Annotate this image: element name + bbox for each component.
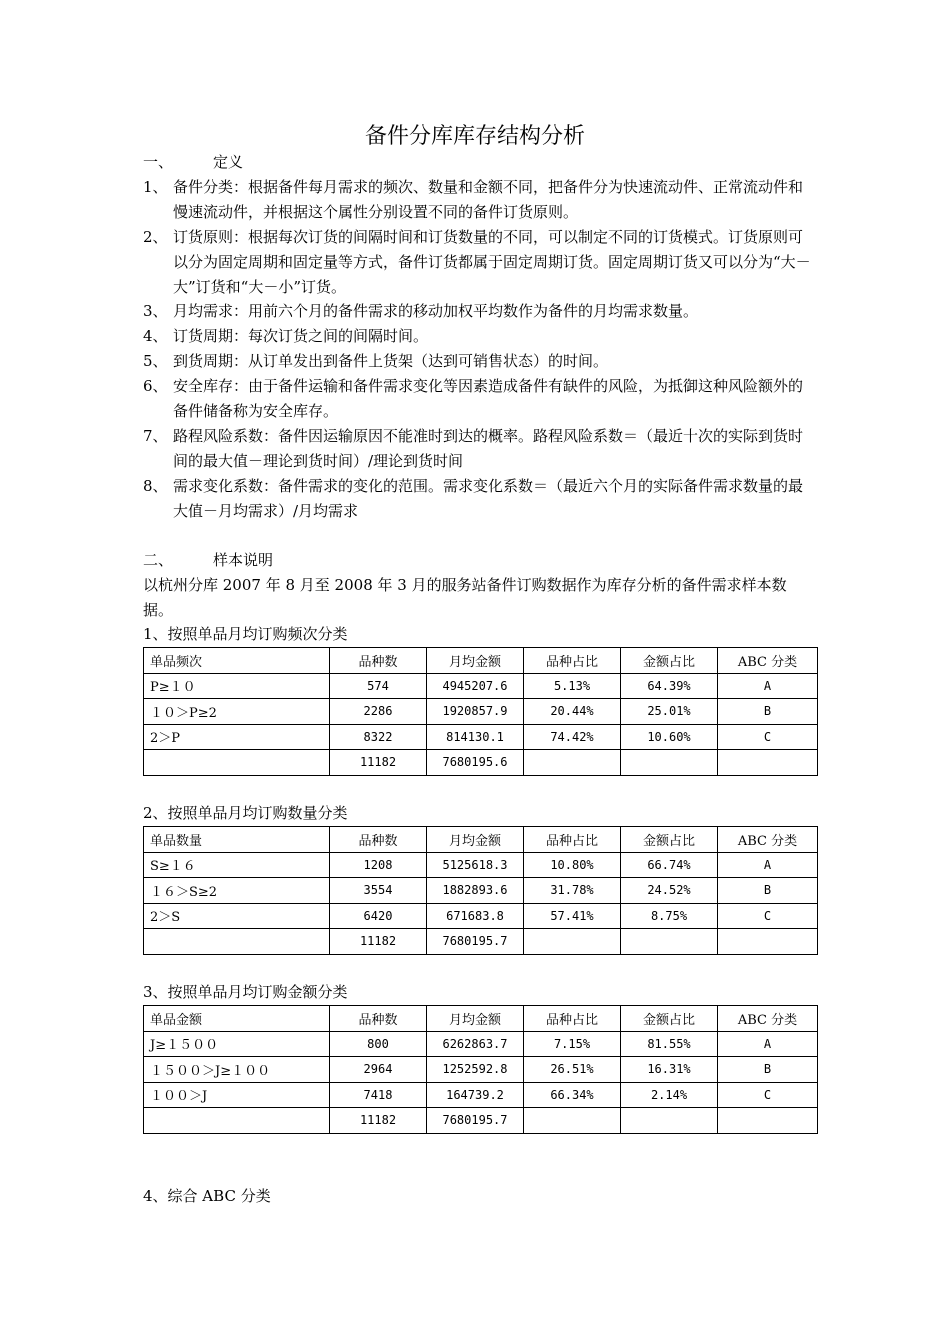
table-cell: 5125618.3 [427,852,524,878]
table-cell: 6420 [330,903,427,929]
definition-number: 1、 [143,178,168,196]
column-header: 单品数量 [144,827,330,853]
section-4-caption: 4、综合 ABC 分类 [143,1187,271,1205]
definition-item [143,175,813,225]
section-1-heading [143,150,243,175]
column-header: 金额占比 [621,648,718,674]
table-cell: 66.34% [524,1082,621,1108]
table-cell: 25.01% [621,699,718,725]
table-cell: 10.60% [621,724,718,750]
table-cell: 20.44% [524,699,621,725]
sample-description: 以杭州分库 2007 年 8 月至 2008 年 3 月的服务站备件订购数据作为库存分析的备件需求样本数据。 [143,576,787,619]
table-caption: 2、按照单品月均订购数量分类 [143,804,348,822]
definition-number: 6、 [143,377,168,395]
table-cell: 7680195.7 [427,1108,524,1134]
table-cell [524,929,621,955]
table-row [144,878,818,904]
column-header: ABC 分类 [718,827,818,853]
table-cell [621,1108,718,1134]
table-cell: 671683.8 [427,903,524,929]
column-header: 品种数 [330,1006,427,1032]
data-table [143,1005,818,1134]
table-cell: C [718,1082,818,1108]
table-cell: 2.14% [621,1082,718,1108]
column-header: 金额占比 [621,1006,718,1032]
table-cell: P≥１０ [144,673,330,699]
column-header: 单品频次 [144,648,330,674]
table-cell: C [718,903,818,929]
definition-item [143,474,813,524]
column-header: 月均金额 [427,648,524,674]
table-row [144,1031,818,1057]
definition-item [143,424,813,474]
table-cell: 7680195.6 [427,750,524,776]
table-cell: １０＞P≥2 [144,699,330,725]
table-cell: 26.51% [524,1057,621,1083]
table-cell: 164739.2 [427,1082,524,1108]
table-total-row [144,929,818,955]
definition-number: 7、 [143,427,168,445]
table-cell [718,750,818,776]
table-cell: 66.74% [621,852,718,878]
table-cell: 81.55% [621,1031,718,1057]
table-cell: 7418 [330,1082,427,1108]
table-cell: 5.13% [524,673,621,699]
table-cell: 7680195.7 [427,929,524,955]
table-row [144,1082,818,1108]
table-cell: S≥１６ [144,852,330,878]
column-header: 品种数 [330,827,427,853]
table-cell: 57.41% [524,903,621,929]
table-cell: 16.31% [621,1057,718,1083]
table-cell: 4945207.6 [427,673,524,699]
table-row [144,724,818,750]
table-cell: A [718,1031,818,1057]
table-cell: 3554 [330,878,427,904]
definition-text: 路程风险系数：备件因运输原因不能准时到达的概率。路程风险系数＝（最近十次的实际到货时间的最大值－理论到货时间）/理论到货时间 [173,427,804,470]
table-row [144,699,818,725]
table-cell: B [718,878,818,904]
table-cell [718,929,818,955]
definition-number: 3、 [143,302,168,320]
table-cell: 7.15% [524,1031,621,1057]
section-2-heading [143,548,273,573]
table-cell: 2964 [330,1057,427,1083]
table-cell: 11182 [330,1108,427,1134]
definition-number: 5、 [143,352,168,370]
table-row [144,903,818,929]
table-cell: 814130.1 [427,724,524,750]
column-header: 月均金额 [427,1006,524,1032]
column-header: ABC 分类 [718,648,818,674]
column-header: 品种占比 [524,648,621,674]
definition-text: 订货原则：根据每次订货的间隔时间和订货数量的不同，可以制定不同的订货模式。订货原则可以分为固定周期和固定量等方式，备件订货都属于固定周期订货。固定周期订货又可以分为“大－大”订货和“大－小”订货。 [173,228,811,296]
table-cell [524,750,621,776]
table-header-row [144,648,818,674]
table-cell: 1208 [330,852,427,878]
definition-item [143,225,813,300]
section-1-number: 一、 [143,153,174,171]
table-cell: 1882893.6 [427,878,524,904]
section-2-number: 二、 [143,551,174,569]
document-title: 备件分库库存结构分析 [364,124,585,149]
table-cell: 8322 [330,724,427,750]
column-header: 品种占比 [524,1006,621,1032]
table-cell: 74.42% [524,724,621,750]
column-header: 金额占比 [621,827,718,853]
table-cell [621,750,718,776]
table-cell: A [718,852,818,878]
data-table [143,647,818,776]
table-cell: 2＞P [144,724,330,750]
table-cell [144,929,330,955]
table-header-row [144,827,818,853]
column-header: 月均金额 [427,827,524,853]
table-row [144,852,818,878]
table-cell: 574 [330,673,427,699]
table-cell: 1920857.9 [427,699,524,725]
table-cell: B [718,699,818,725]
definition-text: 安全库存：由于备件运输和备件需求变化等因素造成备件有缺件的风险，为抵御这种风险额外的备件储备称为安全库存。 [173,377,804,420]
table-cell [144,750,330,776]
column-header: 品种占比 [524,827,621,853]
definition-number: 2、 [143,228,168,246]
definition-text: 备件分类：根据备件每月需求的频次、数量和金额不同，把备件分为快速流动件、正常流动件和慢速流动件，并根据这个属性分别设置不同的备件订货原则。 [173,178,804,221]
table-cell [524,1108,621,1134]
column-header: ABC 分类 [718,1006,818,1032]
definition-item [143,349,813,374]
table-caption: 1、按照单品月均订购频次分类 [143,625,348,643]
table-cell: 31.78% [524,878,621,904]
definition-item [143,324,813,349]
table-header-row [144,1006,818,1032]
table-cell: B [718,1057,818,1083]
definition-text: 到货周期：从订单发出到备件上货架（达到可销售状态）的时间。 [173,352,609,370]
column-header: 单品金额 [144,1006,330,1032]
table-total-row [144,1108,818,1134]
table-row [144,673,818,699]
table-cell: 6262863.7 [427,1031,524,1057]
definition-number: 8、 [143,477,168,495]
table-cell [718,1108,818,1134]
table-cell [621,929,718,955]
definition-item [143,374,813,424]
table-cell: 11182 [330,750,427,776]
table-cell: A [718,673,818,699]
table-cell: 11182 [330,929,427,955]
table-cell: １６＞S≥2 [144,878,330,904]
section-2-label: 样本说明 [213,551,274,569]
table-total-row [144,750,818,776]
definition-text: 订货周期：每次订货之间的间隔时间。 [173,327,429,345]
table-cell: 2＞S [144,903,330,929]
definition-text: 需求变化系数：备件需求的变化的范围。需求变化系数＝（最近六个月的实际备件需求数量的最大值－月均需求）/月均需求 [173,477,804,520]
table-cell: 800 [330,1031,427,1057]
table-cell: 24.52% [621,878,718,904]
table-cell: １００＞J [144,1082,330,1108]
table-cell: １５００＞J≥１００ [144,1057,330,1083]
table-cell: 1252592.8 [427,1057,524,1083]
definition-text: 月均需求：用前六个月的备件需求的移动加权平均数作为备件的月均需求数量。 [173,302,699,320]
table-cell: J≥１５００ [144,1031,330,1057]
table-cell: 10.80% [524,852,621,878]
table-cell: 8.75% [621,903,718,929]
data-table [143,826,818,955]
table-cell: C [718,724,818,750]
table-row [144,1057,818,1083]
definition-number: 4、 [143,327,168,345]
definition-item [143,299,813,324]
table-cell: 2286 [330,699,427,725]
table-cell: 64.39% [621,673,718,699]
table-cell [144,1108,330,1134]
table-caption: 3、按照单品月均订购金额分类 [143,983,348,1001]
section-1-label: 定义 [213,153,244,171]
column-header: 品种数 [330,648,427,674]
